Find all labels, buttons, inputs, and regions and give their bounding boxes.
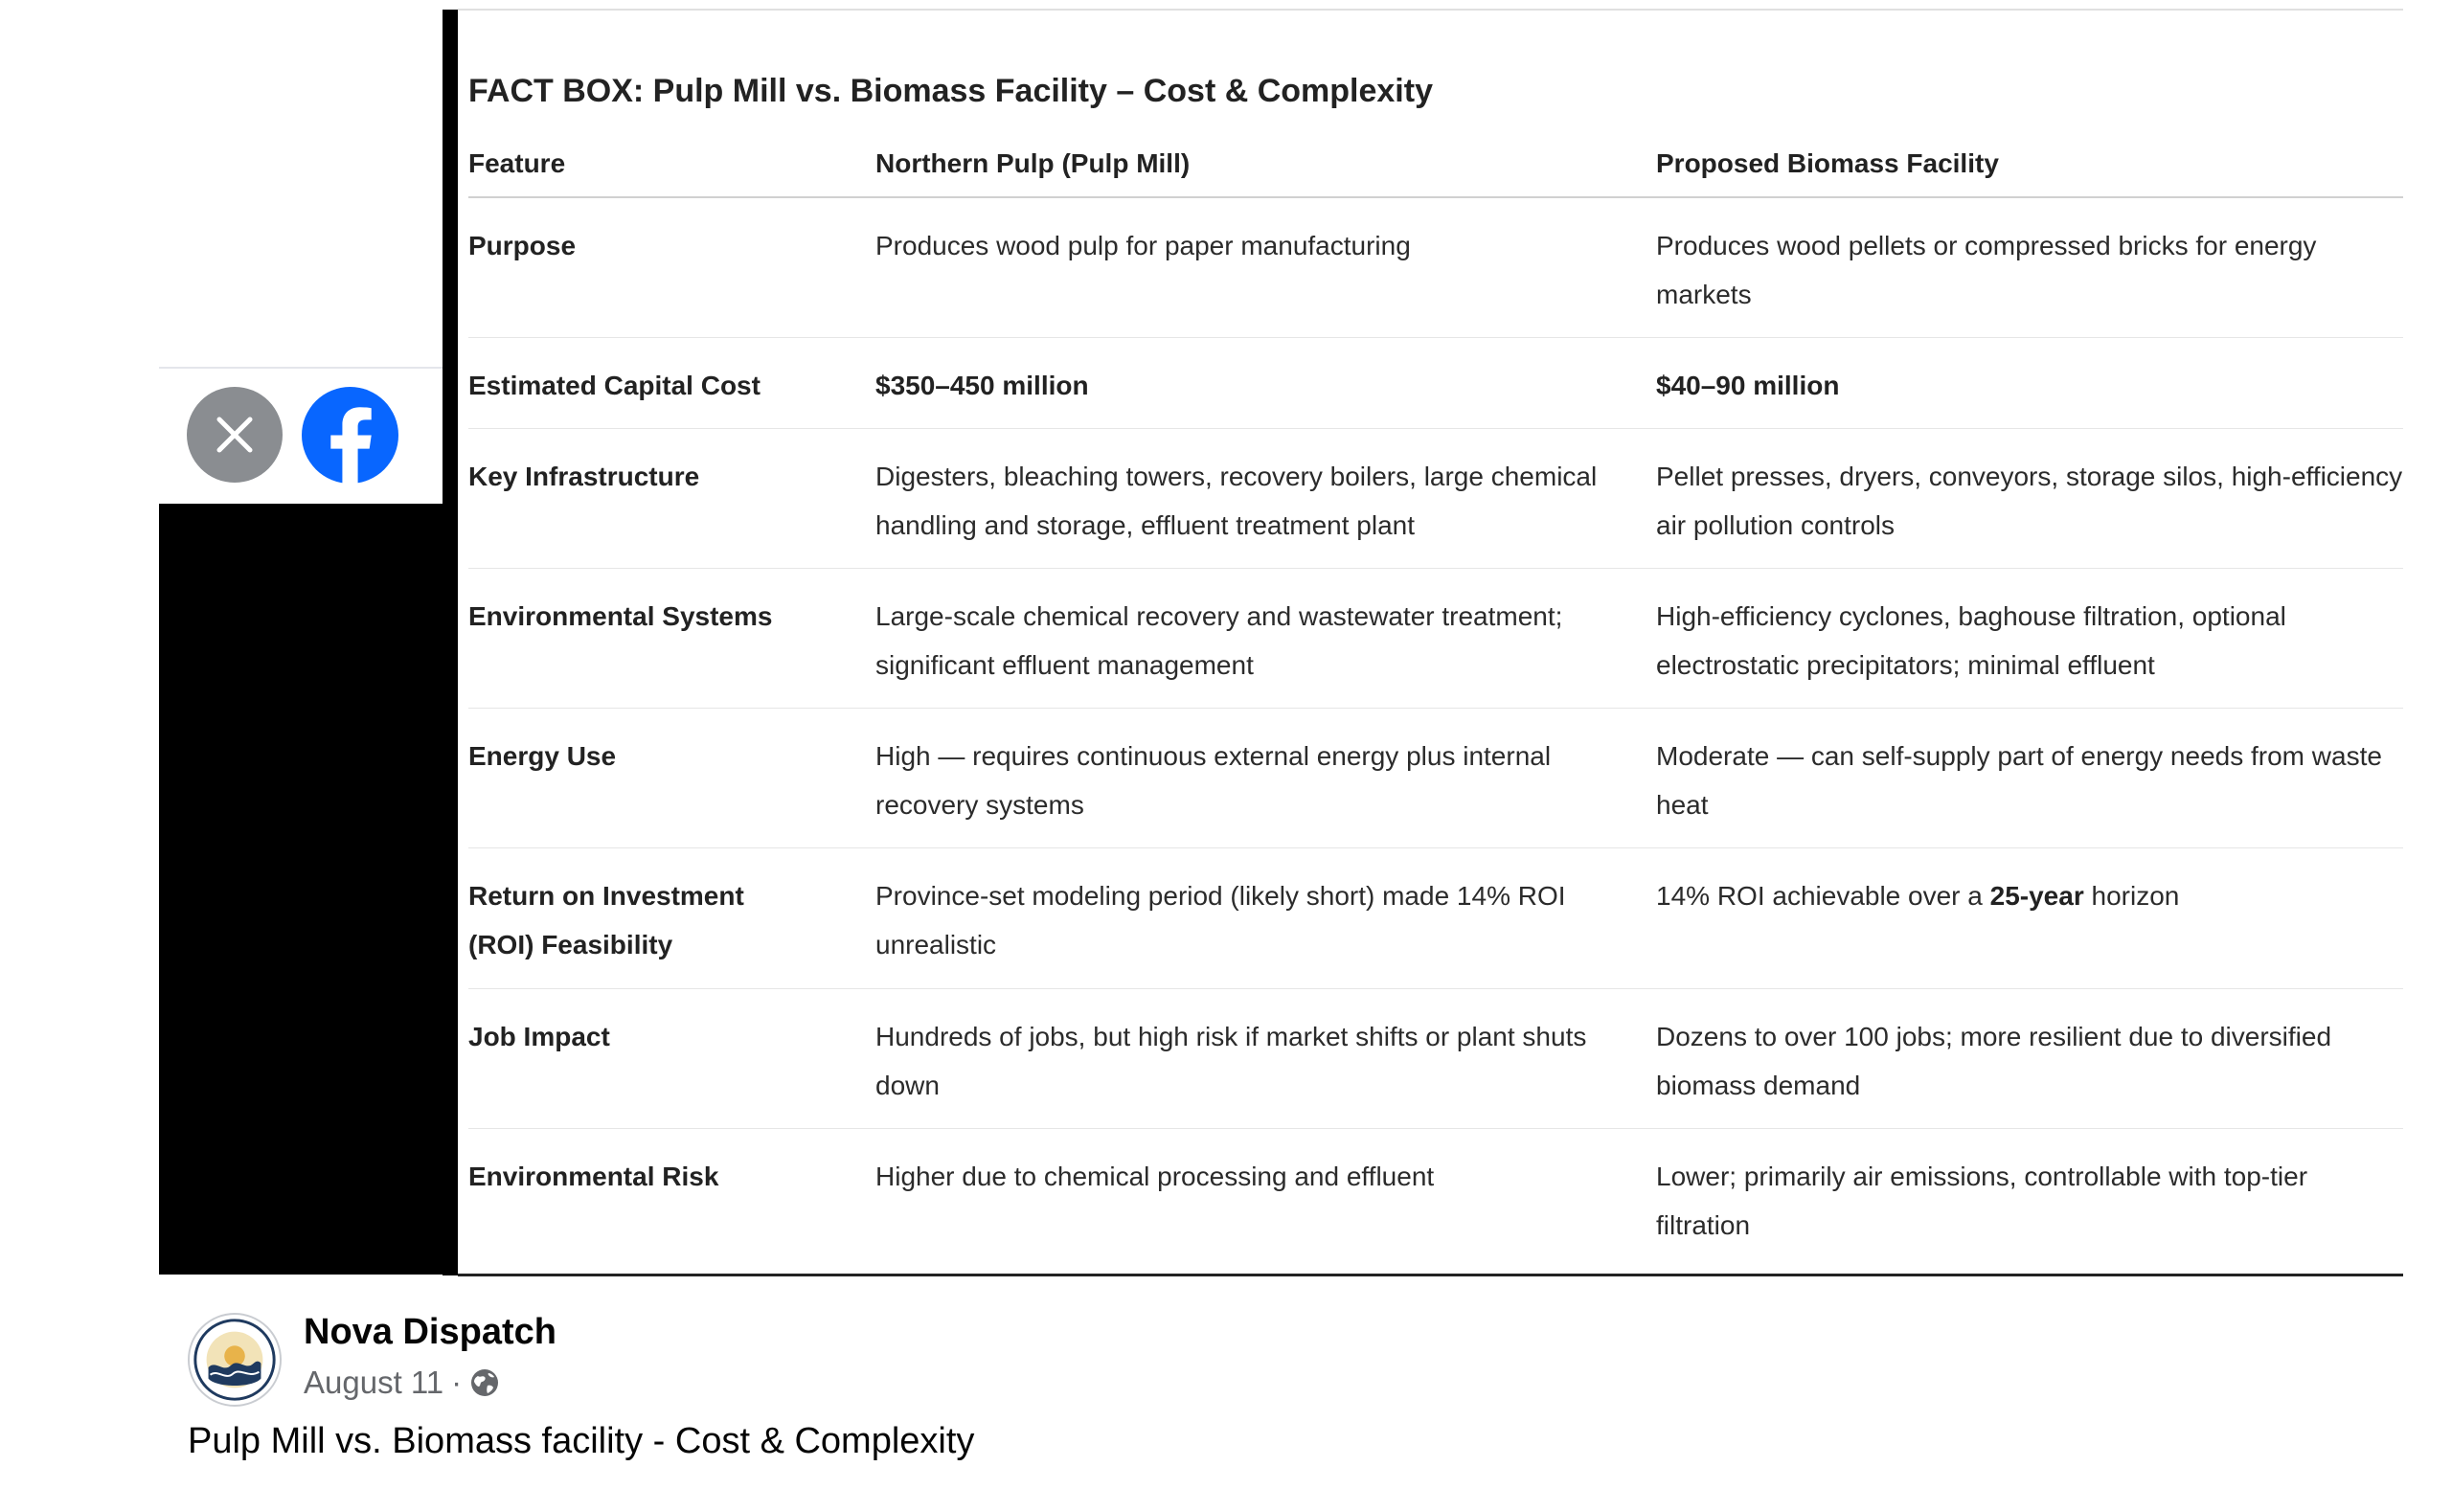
row-pulp-value: Province-set modeling period (likely short) made 14% ROI unrealistic [875, 881, 1566, 959]
table-row [468, 569, 2403, 709]
row-feature-label: Environmental Systems [468, 601, 773, 631]
media-letterbox-panel [159, 504, 459, 1275]
row-pulp-value: $350–450 million [875, 371, 1089, 400]
row-pulp-value: High — requires continuous external energy plus internal recovery systems [875, 741, 1552, 820]
table-row [468, 338, 2403, 429]
row-pulp-value: Digesters, bleaching towers, recovery boilers, large chemical handling and storage, effluent treatment plant [875, 462, 1598, 540]
row-biomass-value: Dozens to over 100 jobs; more resilient due to diversified biomass demand [1656, 1022, 2332, 1100]
fact-box-image [458, 0, 2403, 1276]
globe-icon[interactable] [469, 1367, 500, 1398]
panel-divider [159, 367, 443, 369]
fact-box-title: FACT BOX: Pulp Mill vs. Biomass Facility – Cost & Complexity [468, 73, 1433, 109]
row-pulp-value: Produces wood pulp for paper manufacturing [875, 231, 1411, 260]
table-row [468, 1129, 2403, 1273]
row-biomass-value: Lower; primarily air emissions, controllable with top-tier filtration [1656, 1162, 2308, 1240]
table-row [468, 709, 2403, 848]
close-x-icon [214, 414, 256, 456]
row-feature-label: Energy Use [468, 741, 617, 771]
row-biomass-value: High-efficiency cyclones, baghouse filtration, optional electrostatic precipitators; minimal effluent [1656, 601, 2286, 680]
post-caption: Pulp Mill vs. Biomass facility - Cost & Complexity [188, 1421, 975, 1461]
row-feature-label: Job Impact [468, 1022, 610, 1051]
close-button[interactable] [187, 387, 283, 483]
column-header-biomass: Proposed Biomass Facility [1656, 148, 1999, 178]
facebook-share-button[interactable] [302, 387, 398, 484]
table-row [468, 198, 2403, 338]
meta-separator: · [451, 1365, 463, 1400]
row-biomass-value: Produces wood pellets or compressed bricks for energy markets [1656, 231, 2317, 309]
row-feature-label: Key Infrastructure [468, 462, 700, 491]
table-row [468, 989, 2403, 1129]
post-author-name[interactable]: Nova Dispatch [304, 1312, 556, 1352]
row-biomass-value: Moderate — can self-supply part of energy needs from waste heat [1656, 741, 2382, 820]
roi-horizon-emphasis: 25-year [1989, 881, 2084, 911]
table-row [468, 429, 2403, 569]
column-header-pulp-mill: Northern Pulp (Pulp Mill) [875, 148, 1191, 178]
row-pulp-value: Higher due to chemical processing and effluent [875, 1162, 1435, 1191]
row-feature-label: Return on Investment (ROI) Feasibility [468, 881, 744, 959]
image-left-border [443, 10, 458, 1275]
post-meta [304, 1365, 500, 1401]
bottom-rule [458, 1274, 2403, 1276]
column-header-feature: Feature [468, 148, 566, 178]
roi-text-end: horizon [2083, 881, 2180, 911]
post-date[interactable]: August 11 [304, 1365, 444, 1400]
row-pulp-value: Hundreds of jobs, but high risk if market shifts or plant shuts down [875, 1022, 1587, 1100]
roi-text-start: 14% ROI achievable over a [1656, 881, 1990, 911]
avatar[interactable] [188, 1313, 282, 1407]
top-rule [458, 9, 2403, 11]
table-row [468, 848, 2403, 989]
row-feature-label: Estimated Capital Cost [468, 371, 761, 400]
nova-dispatch-logo-icon [188, 1313, 282, 1407]
row-biomass-value: Pellet presses, dryers, conveyors, storage silos, high-efficiency air pollution controls [1656, 462, 2403, 540]
row-feature-label: Purpose [468, 231, 577, 260]
row-feature-label: Environmental Risk [468, 1162, 719, 1191]
row-pulp-value: Large-scale chemical recovery and wastewater treatment; significant effluent management [875, 601, 1563, 680]
row-biomass-value: $40–90 million [1656, 371, 1840, 400]
row-biomass-value [1656, 871, 2403, 920]
facebook-logo-icon [302, 387, 398, 484]
